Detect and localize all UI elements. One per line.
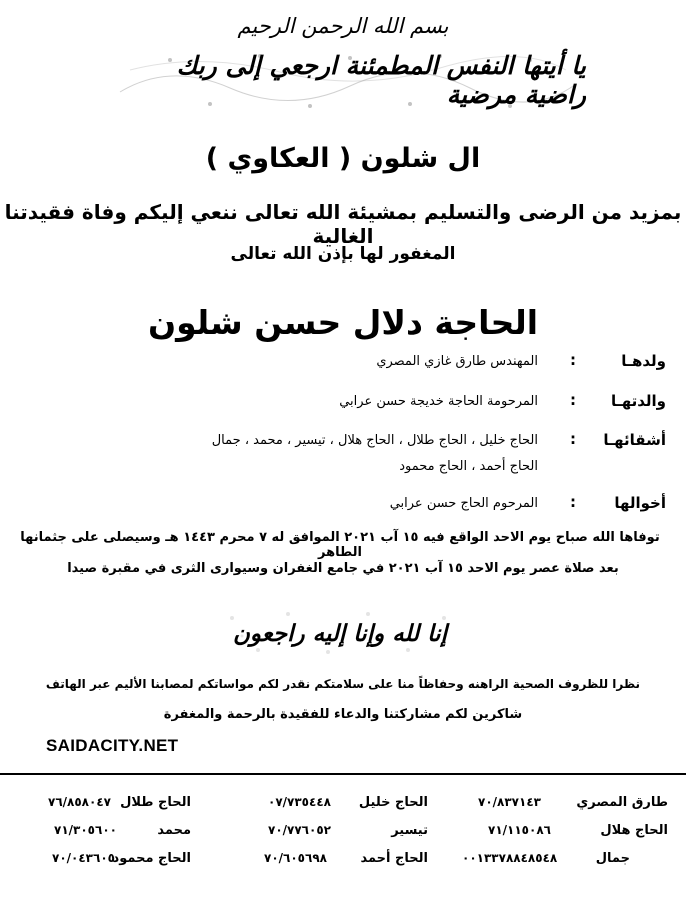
divider [0,773,686,775]
contact-name: الحاج هلال [600,823,668,838]
relation-colon: : [570,351,576,369]
relation-label: أشقائهـا [603,431,666,449]
thanks-line: شاكرين لكم مشاركتنا والدعاء للفقيدة بالرحمة والمغفرة [163,707,523,722]
announcement-subline: المغفور لها بإذن الله تعالى [230,244,456,264]
phone-condolence-notice: نظرا للظروف الصحية الراهنه وحفاظاً منا على سلامتكم نقدر لكم مواساتكم لمصابنا الأليم عبر الهاتف [45,677,641,691]
contact-name: تيسير [391,823,428,838]
contact-number: ٠٠١٣٣٧٨٨٤٨٥٤٨ [462,851,558,865]
relation-text: المهندس طارق غازي المصري [376,354,538,369]
relation-label: أخوالها [614,494,666,512]
inna-lillah-text: إنا لله وإنا إليه راجعون [233,619,447,647]
contact-number: ٧٠/٨٣٧١٤٣ [478,795,541,809]
relation-text: المرحومة الحاجة خديجة حسن عرابي [339,394,538,409]
funeral-details: بعد صلاة عصر يوم الاحد ١٥ آب ٢٠٢١ في جامع الغفران وسيوارى الثرى في مقبرة صيدا [67,561,619,576]
verse-text: يا أيتها النفس المطمئنة ارجعي إلى ربك راضية مرضية [176,51,586,109]
relation-colon: : [570,430,576,448]
relation-text: الحاج خليل ، الحاج طلال ، الحاج هلال ، تيسير ، محمد ، جمال [211,433,538,448]
contact-name: طارق المصري [576,795,668,810]
contact-name: الحاج خليل [358,795,428,810]
contact-name: الحاج محمود [112,851,191,866]
contact-number: ٠٧/٧٣٥٤٤٨ [268,795,331,809]
contact-number: ٧٠/٠٤٣٦٠٥ [52,851,115,865]
contact-name: محمد [157,823,191,838]
contact-name: جمال [595,851,630,866]
contact-number: ٧٠/٧٧٦٠٥٢ [268,823,331,837]
family-title: ال شلون ( العكاوي ) [205,143,481,174]
inna-lillah-calligraphy [218,608,462,658]
relation-label: ولدهـا [621,352,666,370]
announcement-line: بمزيد من الرضى والتسليم بمشيئة الله تعالى ننعي إليكم وفاة فقيدتنا الغالية [4,200,682,248]
quran-verse-banner [110,48,586,112]
relation-text: المرحوم الحاج حسن عرابي [389,496,538,511]
contact-name: الحاج طلال [120,795,191,810]
contact-name: الحاج أحمد [360,851,428,866]
death-details: توفاها الله صباح يوم الاحد الواقع فيه ١٥ آب ٢٠٢١ الموافق له ٧ محرم ١٤٤٣ هـ وسيصلى على جثمانها الطاهر [20,530,660,560]
contact-number: ٧١/١١٥٠٨٦ [488,823,551,837]
deceased-name: الحاجة دلال حسن شلون [147,303,539,342]
relation-colon: : [570,391,576,409]
relation-colon: : [570,493,576,511]
relation-text-continued: الحاج أحمد ، الحاج محمود [399,459,538,474]
contact-number: ٧١/٣٠٥٦٠٠ [54,823,117,837]
contact-number: ٧٠/٦٠٥٦٩٨ [264,851,327,865]
site-watermark: SAIDACITY.NET [46,736,179,755]
bismillah-calligraphy: بسم الله الرحمن الرحيم [237,14,449,38]
contact-number: ٧٦/٨٥٨٠٤٧ [48,795,111,809]
relation-label: والدتهـا [610,392,666,410]
